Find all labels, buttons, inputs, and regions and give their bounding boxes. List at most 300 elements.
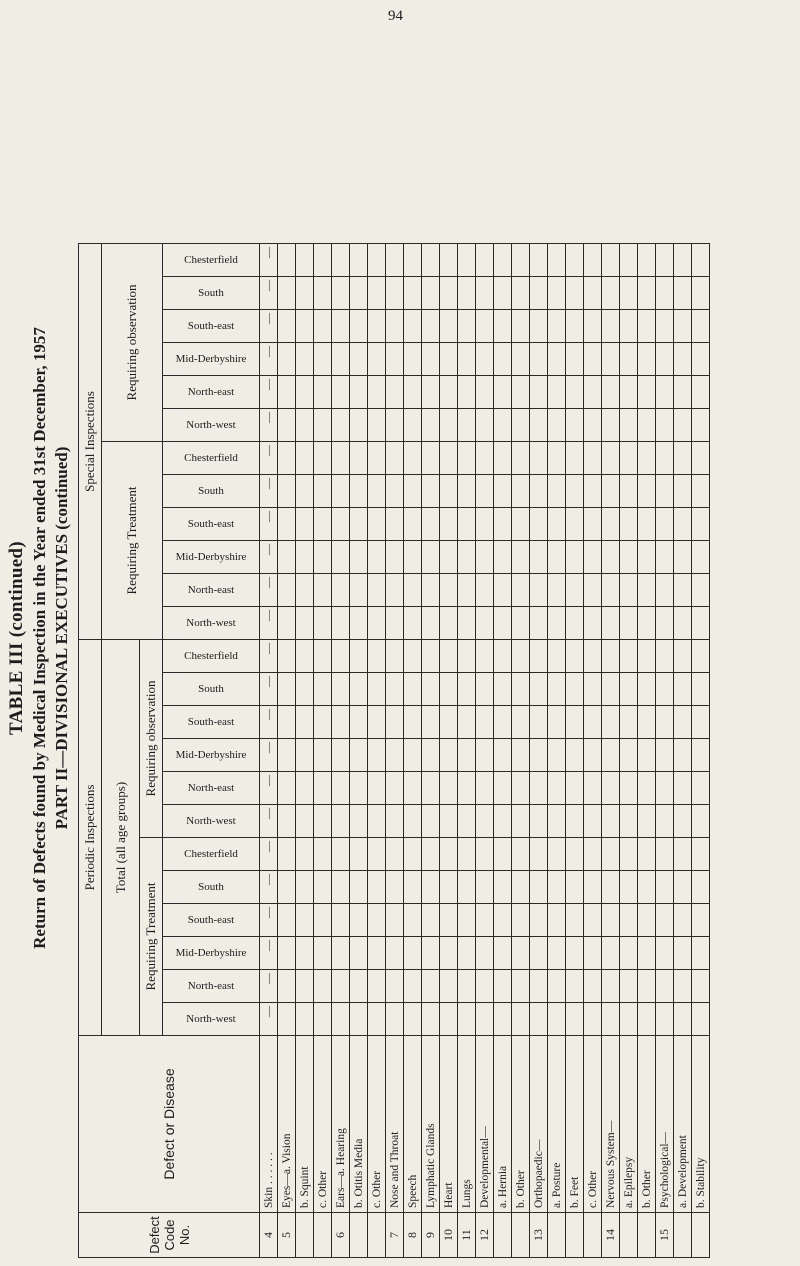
value-cell [458,277,476,310]
value-cell [512,1003,530,1036]
defect-code-cell [584,1213,602,1258]
value-cell [368,772,386,805]
value-cell [314,541,332,574]
value-cell [404,838,422,871]
value-cell [494,640,512,673]
value-cell [314,376,332,409]
value-cell [692,937,710,970]
column-header-chesterfield [163,442,260,475]
value-cell [692,871,710,904]
value-cell: — [260,673,278,706]
value-cell [548,838,566,871]
value-cell [692,541,710,574]
value-cell [656,442,674,475]
table-row [692,244,710,1258]
value-cell [548,805,566,838]
table-row [350,244,368,1258]
value-cell [602,904,620,937]
value-cell [548,937,566,970]
value-cell [548,409,566,442]
value-cell [440,805,458,838]
value-cell [404,574,422,607]
value-cell [386,409,404,442]
value-cell [314,508,332,541]
value-cell [278,772,296,805]
value-cell [476,772,494,805]
defect-code-cell: 14 [602,1213,620,1258]
value-cell [350,475,368,508]
value-cell [638,244,656,277]
table-row [530,244,548,1258]
defect-label-cell: b. Other [638,1036,656,1213]
value-cell [278,310,296,343]
value-cell [530,937,548,970]
value-cell [638,772,656,805]
value-cell [440,1003,458,1036]
value-cell [602,574,620,607]
defect-code-cell: 5 [278,1213,296,1258]
value-cell [368,937,386,970]
value-cell: — [260,541,278,574]
value-cell [476,376,494,409]
value-cell [548,970,566,1003]
value-cell [404,739,422,772]
value-cell [566,970,584,1003]
value-cell [296,244,314,277]
value-cell [332,805,350,838]
column-header-mid-derbyshire [163,937,260,970]
value-cell [296,739,314,772]
defect-label-cell: c. Other [368,1036,386,1213]
value-cell [440,706,458,739]
value-cell [548,640,566,673]
value-cell [512,508,530,541]
total-all-age-header: Total (all age groups) [102,640,140,1036]
value-cell [368,805,386,838]
value-cell [494,739,512,772]
value-cell [674,871,692,904]
defect-code-cell: 15 [656,1213,674,1258]
value-cell [602,541,620,574]
value-cell [566,805,584,838]
value-cell [332,574,350,607]
defect-label-cell: b. Stability [692,1036,710,1213]
value-cell [602,508,620,541]
value-cell [548,871,566,904]
value-cell: — [260,442,278,475]
value-cell [674,607,692,640]
column-header-label: Chesterfield [184,452,238,464]
value-cell [584,1003,602,1036]
value-cell [368,1003,386,1036]
value-cell [350,871,368,904]
table-body [260,244,710,1258]
column-header-south-east [163,508,260,541]
value-cell [494,970,512,1003]
value-cell [422,871,440,904]
value-cell [620,838,638,871]
value-cell [530,970,548,1003]
value-cell [566,640,584,673]
value-cell [314,310,332,343]
value-cell [296,376,314,409]
defect-label-cell: b. Otitis Media [350,1036,368,1213]
value-cell [296,442,314,475]
table-subtitle: Return of Defects found by Medical Inspection in the Year ended 31st December, 1957 [30,327,49,949]
column-header-mid-derbyshire [163,541,260,574]
value-cell [314,409,332,442]
value-cell [584,508,602,541]
column-header-label: North-west [186,1013,236,1025]
page-number: 94 [388,8,403,24]
value-cell [692,277,710,310]
value-cell [638,640,656,673]
value-cell [530,607,548,640]
value-cell [494,442,512,475]
value-cell [512,541,530,574]
value-cell [620,574,638,607]
value-cell [674,574,692,607]
defect-label-cell: a. Epilepsy [620,1036,638,1213]
value-cell [296,871,314,904]
value-cell [656,706,674,739]
value-cell [692,409,710,442]
defect-code-cell [674,1213,692,1258]
value-cell [314,805,332,838]
value-cell [620,376,638,409]
value-cell [422,607,440,640]
defect-code-cell [638,1213,656,1258]
value-cell [638,442,656,475]
value-cell [296,838,314,871]
value-cell [458,904,476,937]
defect-code-cell [314,1213,332,1258]
value-cell [602,442,620,475]
value-cell [314,1003,332,1036]
value-cell: — [260,244,278,277]
value-cell [440,838,458,871]
value-cell [278,937,296,970]
column-header-north-east [163,574,260,607]
value-cell: — [260,1003,278,1036]
value-cell [386,244,404,277]
value-cell [386,607,404,640]
value-cell [422,277,440,310]
value-cell [296,574,314,607]
value-cell [692,838,710,871]
value-cell [656,310,674,343]
value-cell [674,937,692,970]
table-row [620,244,638,1258]
value-cell [530,310,548,343]
value-cell [386,706,404,739]
value-cell [692,343,710,376]
value-cell [314,937,332,970]
value-cell [440,739,458,772]
defect-label-cell: Nose and Throat [386,1036,404,1213]
value-cell [350,805,368,838]
value-cell: — [260,409,278,442]
value-cell [476,1003,494,1036]
value-cell [548,343,566,376]
value-cell: — [260,970,278,1003]
value-cell [386,343,404,376]
defect-label-cell: a. Posture [548,1036,566,1213]
value-cell [638,343,656,376]
value-cell [440,244,458,277]
value-cell [584,805,602,838]
value-cell [692,904,710,937]
value-cell [476,871,494,904]
value-cell [404,376,422,409]
value-cell [494,1003,512,1036]
value-cell [620,508,638,541]
value-cell [620,673,638,706]
value-cell [530,805,548,838]
defect-label-cell: b. Squint [296,1036,314,1213]
value-cell [512,277,530,310]
value-cell [548,904,566,937]
value-cell [566,541,584,574]
value-cell [512,739,530,772]
value-cell [638,904,656,937]
column-header-label: North-east [187,782,235,794]
value-cell [368,739,386,772]
value-cell: — [260,508,278,541]
value-cell [314,904,332,937]
value-cell [314,871,332,904]
value-cell [566,442,584,475]
value-cell [422,838,440,871]
value-cell [368,607,386,640]
value-cell [332,640,350,673]
value-cell [422,442,440,475]
table-row [584,244,602,1258]
value-cell [494,475,512,508]
value-cell [386,937,404,970]
column-header-label: North-east [187,980,235,992]
rotated-table-container [6,18,791,1258]
value-cell [656,838,674,871]
defect-code-cell [494,1213,512,1258]
value-cell [566,904,584,937]
value-cell [530,871,548,904]
value-cell [368,904,386,937]
value-cell [476,838,494,871]
value-cell [458,871,476,904]
value-cell [350,904,368,937]
table-row [656,244,674,1258]
value-cell [458,970,476,1003]
value-cell [422,475,440,508]
value-cell [332,706,350,739]
value-cell [494,310,512,343]
value-cell [296,508,314,541]
value-cell [530,442,548,475]
value-cell [548,739,566,772]
value-cell [602,409,620,442]
value-cell [404,640,422,673]
value-cell [332,244,350,277]
value-cell [332,475,350,508]
value-cell [350,277,368,310]
value-cell [440,937,458,970]
value-cell [584,277,602,310]
value-cell [422,904,440,937]
value-cell [314,244,332,277]
value-cell [494,904,512,937]
column-header-south-east [163,310,260,343]
value-cell [530,277,548,310]
value-cell [566,574,584,607]
value-cell [332,508,350,541]
value-cell: — [260,574,278,607]
value-cell [404,244,422,277]
value-cell [620,541,638,574]
defect-code-cell [350,1213,368,1258]
value-cell [458,508,476,541]
value-cell [620,904,638,937]
table-row [404,244,422,1258]
value-cell [548,244,566,277]
value-cell [278,574,296,607]
column-header-label: South [198,485,224,497]
value-cell [386,442,404,475]
value-cell [638,541,656,574]
value-cell [656,871,674,904]
value-cell: — [260,277,278,310]
value-cell [332,442,350,475]
value-cell [656,673,674,706]
value-cell: — [260,376,278,409]
value-cell [440,310,458,343]
value-cell [296,673,314,706]
value-cell [332,541,350,574]
value-cell [458,244,476,277]
value-cell [368,541,386,574]
value-cell [656,904,674,937]
table-row [566,244,584,1258]
value-cell [656,475,674,508]
value-cell [548,772,566,805]
value-cell [278,277,296,310]
value-cell [332,739,350,772]
value-cell [530,376,548,409]
value-cell [620,640,638,673]
value-cell [404,970,422,1003]
value-cell [350,772,368,805]
value-cell [602,739,620,772]
value-cell [278,244,296,277]
value-cell: — [260,838,278,871]
value-cell [458,772,476,805]
column-header-label: South [198,287,224,299]
value-cell [548,1003,566,1036]
value-cell [656,508,674,541]
value-cell [566,1003,584,1036]
value-cell [512,475,530,508]
column-header-label: South [198,683,224,695]
defect-code-cell: 9 [422,1213,440,1258]
value-cell [530,772,548,805]
value-cell [638,607,656,640]
value-cell [476,607,494,640]
value-cell [692,970,710,1003]
column-header-north-east [163,970,260,1003]
value-cell [332,376,350,409]
defect-label-cell: Eyes—a. Vision [278,1036,296,1213]
value-cell [476,673,494,706]
value-cell: — [260,739,278,772]
value-cell [476,970,494,1003]
value-cell [458,739,476,772]
value-cell [386,904,404,937]
value-cell [476,310,494,343]
value-cell [584,673,602,706]
value-cell [386,640,404,673]
value-cell [314,277,332,310]
value-cell [314,640,332,673]
value-cell [422,772,440,805]
column-header-label: Chesterfield [184,254,238,266]
table-part-title: PART II—DIVISIONAL EXECUTIVES (continued) [52,446,71,830]
value-cell [692,805,710,838]
value-cell [656,244,674,277]
value-cell [422,706,440,739]
value-cell [674,673,692,706]
value-cell [440,871,458,904]
value-cell [314,772,332,805]
value-cell [332,871,350,904]
value-cell [692,376,710,409]
value-cell [278,706,296,739]
value-cell [296,937,314,970]
value-cell [494,541,512,574]
value-cell [296,706,314,739]
value-cell [314,343,332,376]
value-cell [692,607,710,640]
value-cell [674,541,692,574]
value-cell [314,739,332,772]
value-cell [638,475,656,508]
value-cell [638,508,656,541]
defect-code-header: Defect Code No. [79,1213,260,1258]
value-cell [674,838,692,871]
value-cell [620,871,638,904]
value-cell [458,409,476,442]
value-cell [602,706,620,739]
value-cell [368,508,386,541]
value-cell [638,805,656,838]
value-cell [674,640,692,673]
value-cell [278,904,296,937]
value-cell [584,772,602,805]
value-cell [350,574,368,607]
special-header: Special Inspections [79,244,102,640]
value-cell [656,805,674,838]
value-cell [350,937,368,970]
value-cell [494,508,512,541]
value-cell [584,310,602,343]
column-header-north-east [163,376,260,409]
value-cell [674,277,692,310]
value-cell [458,574,476,607]
value-cell [602,805,620,838]
value-cell [620,970,638,1003]
value-cell [512,640,530,673]
value-cell [512,937,530,970]
value-cell [512,310,530,343]
